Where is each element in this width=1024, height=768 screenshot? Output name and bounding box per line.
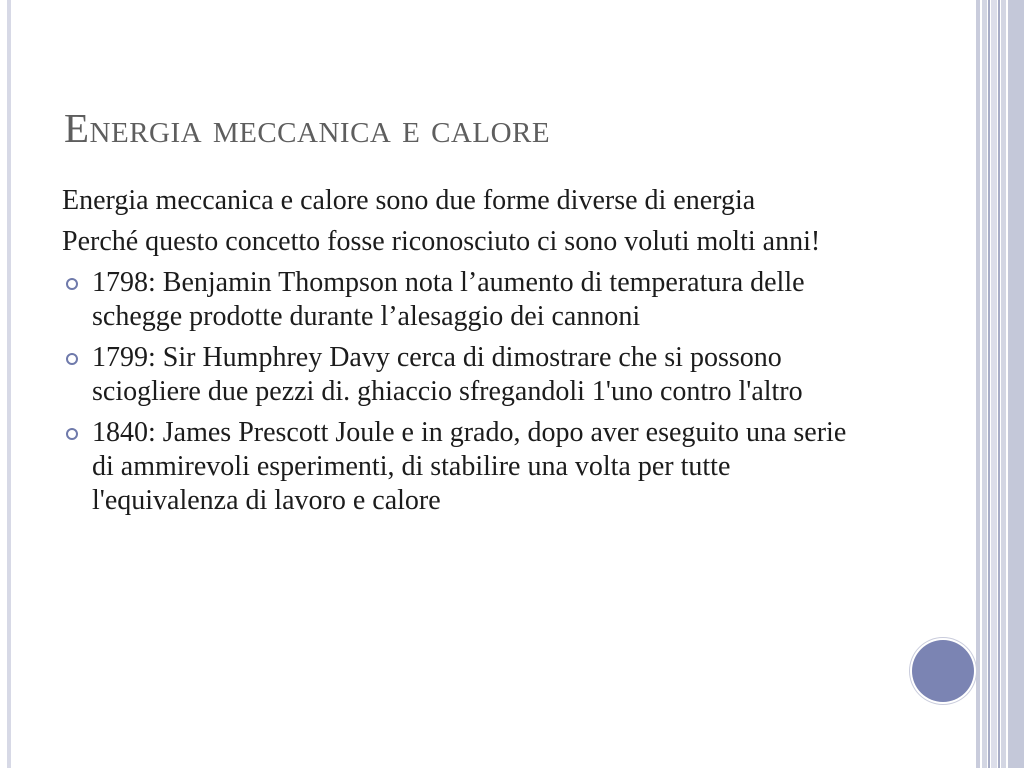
right-border-stripe [1008, 0, 1024, 768]
body-paragraph: Energia meccanica e calore sono due forme diverse di energia [62, 185, 756, 216]
right-border-stripe [976, 0, 980, 768]
right-border-stripe [991, 0, 997, 768]
left-border-line [7, 0, 11, 768]
bullet-item [62, 266, 862, 334]
bullet-text: 1799: Sir Humphrey Davy cerca di dimostrare che si possono sciogliere due pezzi di. ghiaccio sfregandoli 1'uno contro l'altro [92, 342, 803, 407]
body-paragraph: Perché questo concetto fosse riconosciuto ci sono voluti molti anni! [62, 226, 821, 257]
right-border-stripe [998, 0, 1000, 768]
slide-title: Energia meccanica e calore [64, 105, 551, 151]
bullet-text: 1840: James Prescott Joule e in grado, dopo aver eseguito una serie di ammirevoli esperimenti, di stabilire una volta per tutte l'equivalenza di lavoro e calore [92, 417, 847, 516]
slide-body [62, 184, 862, 525]
bullet-item [62, 341, 862, 409]
bullet-circle-icon [66, 428, 78, 440]
bullet-circle-icon [66, 353, 78, 365]
right-border-stripe [988, 0, 990, 768]
bullet-circle-icon [66, 278, 78, 290]
bullet-text: 1798: Benjamin Thompson nota l’aumento di temperatura delle schegge prodotte durante l’alesaggio dei cannoni [92, 267, 805, 332]
right-border-stripe [1001, 0, 1006, 768]
right-border-stripe [982, 0, 987, 768]
bullet-item [62, 416, 862, 518]
circle-decoration-icon [912, 640, 974, 702]
